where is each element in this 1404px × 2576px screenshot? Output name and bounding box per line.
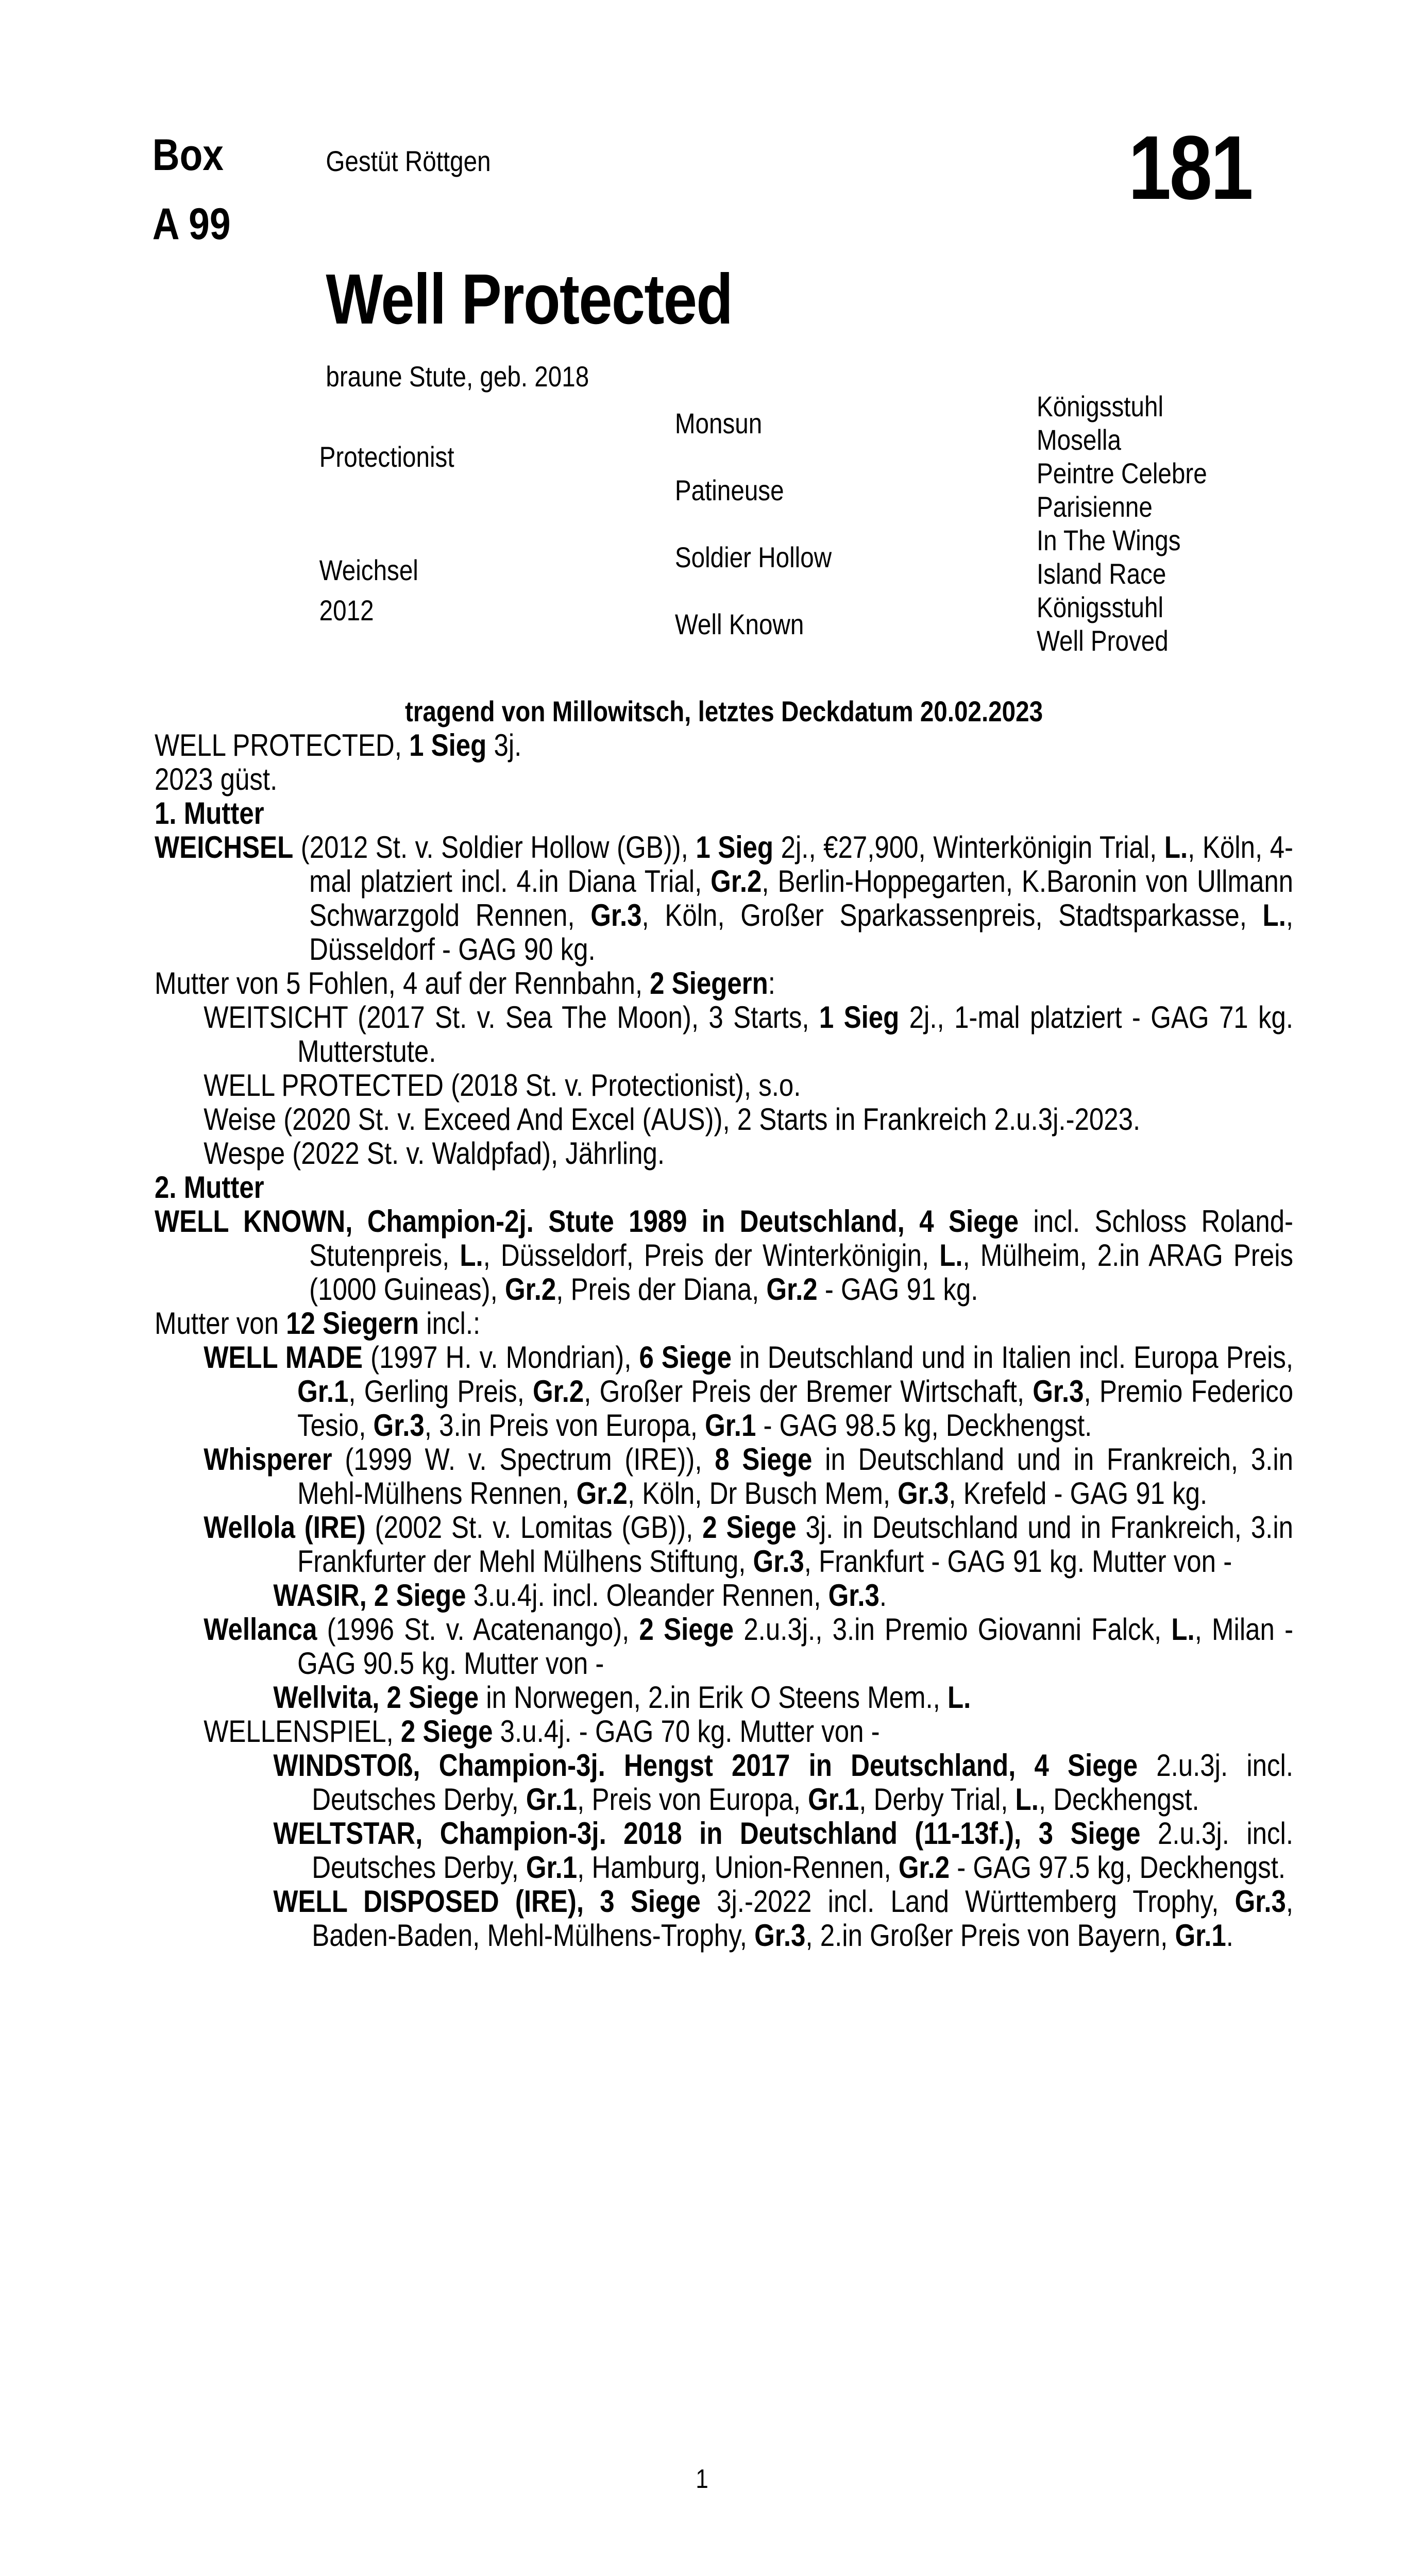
pedigree-gen2-cell: Patineuse [674, 473, 784, 506]
progeny-entry-wellvita: Wellvita, 2 Siege in Norwegen, 2.in Erik O Steens Mem., L. [273, 1680, 971, 1715]
pedigree-gen2-cell: Well Known [674, 607, 804, 640]
dam2-pedigree-paragraph: WELL KNOWN, Champion-2j. Stute 1989 in Deutschland, 4 Siege incl. Schloss Roland-Stutenpreis, L., Düsseldorf, Preis der Winterkönigin, L., Mülheim, 2.in ARAG Preis (1000 Guineas), Gr.2, Preis der Diana, Gr.2 - GAG 91 kg. [155, 1204, 1294, 1307]
progeny-entry-windstoss: WINDSTOß, Champion-3j. Hengst 2017 in Deutschland, 4 Siege 2.u.3j. incl. Deutsches Derby, Gr.1, Preis von Europa, Gr.1, Derby Trial, L., Deckhengst. [273, 1748, 1294, 1817]
pedigree-gen3-cell: Parisienne [1036, 490, 1153, 523]
pedigree-gen3-cell: Well Proved [1036, 624, 1169, 657]
race-record-note: 2023 güst. [155, 762, 278, 796]
progeny-entry-well-disposed: WELL DISPOSED (IRE), 3 Siege 3j.-2022 incl. Land Württemberg Trophy, Gr.3, Baden-Baden, Mehl-Mülhens-Trophy, Gr.3, 2.in Großer Preis von Bayern, Gr.1. [273, 1884, 1294, 1953]
pedigree-gen3-cell: Königsstuhl [1036, 390, 1164, 422]
progeny-entry-wellenspiel: WELLENSPIEL, 2 Siege 3.u.4j. - GAG 70 kg. Mutter von - [204, 1714, 880, 1749]
catalog-text [155, 694, 1293, 1953]
race-record-line: WELL PROTECTED, 1 Sieg 3j. [155, 728, 522, 762]
section-heading-dam1: 1. Mutter [155, 796, 264, 831]
dam2-produce-summary: Mutter von 12 Siegern incl.: [155, 1306, 481, 1341]
progeny-entry-weltstar: WELTSTAR, Champion-3j. 2018 in Deutschland (11-13f.), 3 Siege 2.u.3j. incl. Deutsches Derby, Gr.1, Hamburg, Union-Rennen, Gr.2 - GAG 97.5 kg, Deckhengst. [273, 1816, 1294, 1885]
covering-line: tragend von Millowitsch, letztes Deckdatum 20.02.2023 [405, 695, 1043, 727]
pedigree-dam-year: 2012 [319, 594, 374, 626]
pedigree-table [319, 389, 1293, 657]
progeny-entry-wellanca: Wellanca (1996 St. v. Acatenango), 2 Siege 2.u.3j., 3.in Premio Giovanni Falck, L., Milan - GAG 90.5 kg. Mutter von - [204, 1612, 1294, 1681]
progeny-entry-well-made: WELL MADE (1997 H. v. Mondrian), 6 Siege in Deutschland und in Italien incl. Europa Preis, Gr.1, Gerling Preis, Gr.2, Großer Preis der Bremer Wirtschaft, Gr.3, Premio Federico Tesio, Gr.3, 3.in Preis von Europa, Gr.1 - GAG 98.5 kg, Deckhengst. [204, 1340, 1294, 1443]
pedigree-gen2-cell: Soldier Hollow [674, 540, 832, 573]
pedigree-sire: Protectionist [319, 440, 454, 473]
pedigree-dam-name: Weichsel [319, 554, 418, 586]
progeny-entry-wasir: WASIR, 2 Siege 3.u.4j. incl. Oleander Rennen, Gr.3. [273, 1578, 887, 1613]
pedigree-gen3-cell: Mosella [1036, 423, 1121, 456]
page-number: 1 [696, 2464, 708, 2494]
box-number: A 99 [152, 199, 231, 249]
pedigree-gen3-cell: Königsstuhl [1036, 591, 1164, 623]
dam1-pedigree-paragraph: WEICHSEL (2012 St. v. Soldier Hollow (GB)), 1 Sieg 2j., €27,900, Winterkönigin Trial, L., Köln, 4-mal platziert incl. 4.in Diana Trial, Gr.2, Berlin-Hoppegarten, K.Baronin von Ullmann Schwarzgold Rennen, Gr.3, Köln, Großer Sparkassenpreis, Stadtsparkasse, L., Düsseldorf - GAG 90 kg. [155, 830, 1294, 967]
progeny-entry-wellola: Wellola (IRE) (2002 St. v. Lomitas (GB)), 2 Siege 3j. in Deutschland und in Frankreich, 3.in Frankfurter der Mehl Mülhens Stiftung, Gr.3, Frankfurt - GAG 91 kg. Mutter von - [204, 1510, 1294, 1579]
pedigree-gen3-cell: Peintre Celebre [1036, 457, 1207, 489]
horse-name: Well Protected [326, 260, 733, 339]
pedigree-dam [319, 523, 675, 657]
section-heading-dam2: 2. Mutter [155, 1170, 264, 1205]
progeny-entry-weitsicht: WEITSICHT (2017 St. v. Sea The Moon), 3 Starts, 1 Sieg 2j., 1-mal platziert - GAG 71 kg. Mutterstute. [204, 1000, 1294, 1069]
box-label: Box [152, 130, 224, 180]
progeny-entry-weise: Weise (2020 St. v. Exceed And Excel (AUS)), 2 Starts in Frankreich 2.u.3j.-2023. [204, 1102, 1141, 1137]
dam1-produce-summary: Mutter von 5 Fohlen, 4 auf der Rennbahn, 2 Siegern: [155, 966, 775, 1001]
pedigree-gen3-cell: Island Race [1036, 557, 1166, 590]
pedigree-gen3-cell: In The Wings [1036, 524, 1181, 556]
progeny-entry-well-protected: WELL PROTECTED (2018 St. v. Protectionist), s.o. [204, 1068, 801, 1103]
progeny-entry-whisperer: Whisperer (1999 W. v. Spectrum (IRE)), 8 Siege in Deutschland und in Frankreich, 3.in Mehl-Mülhens Rennen, Gr.2, Köln, Dr Busch Mem, Gr.3, Krefeld - GAG 91 kg. [204, 1442, 1294, 1511]
consignor-name: Gestüt Röttgen [326, 145, 491, 177]
horse-description: braune Stute, geb. 2018 [326, 360, 589, 393]
progeny-entry-wespe: Wespe (2022 St. v. Waldpfad), Jährling. [204, 1136, 665, 1171]
lot-number: 181 [1128, 117, 1252, 218]
pedigree-gen2-cell: Monsun [674, 406, 763, 439]
